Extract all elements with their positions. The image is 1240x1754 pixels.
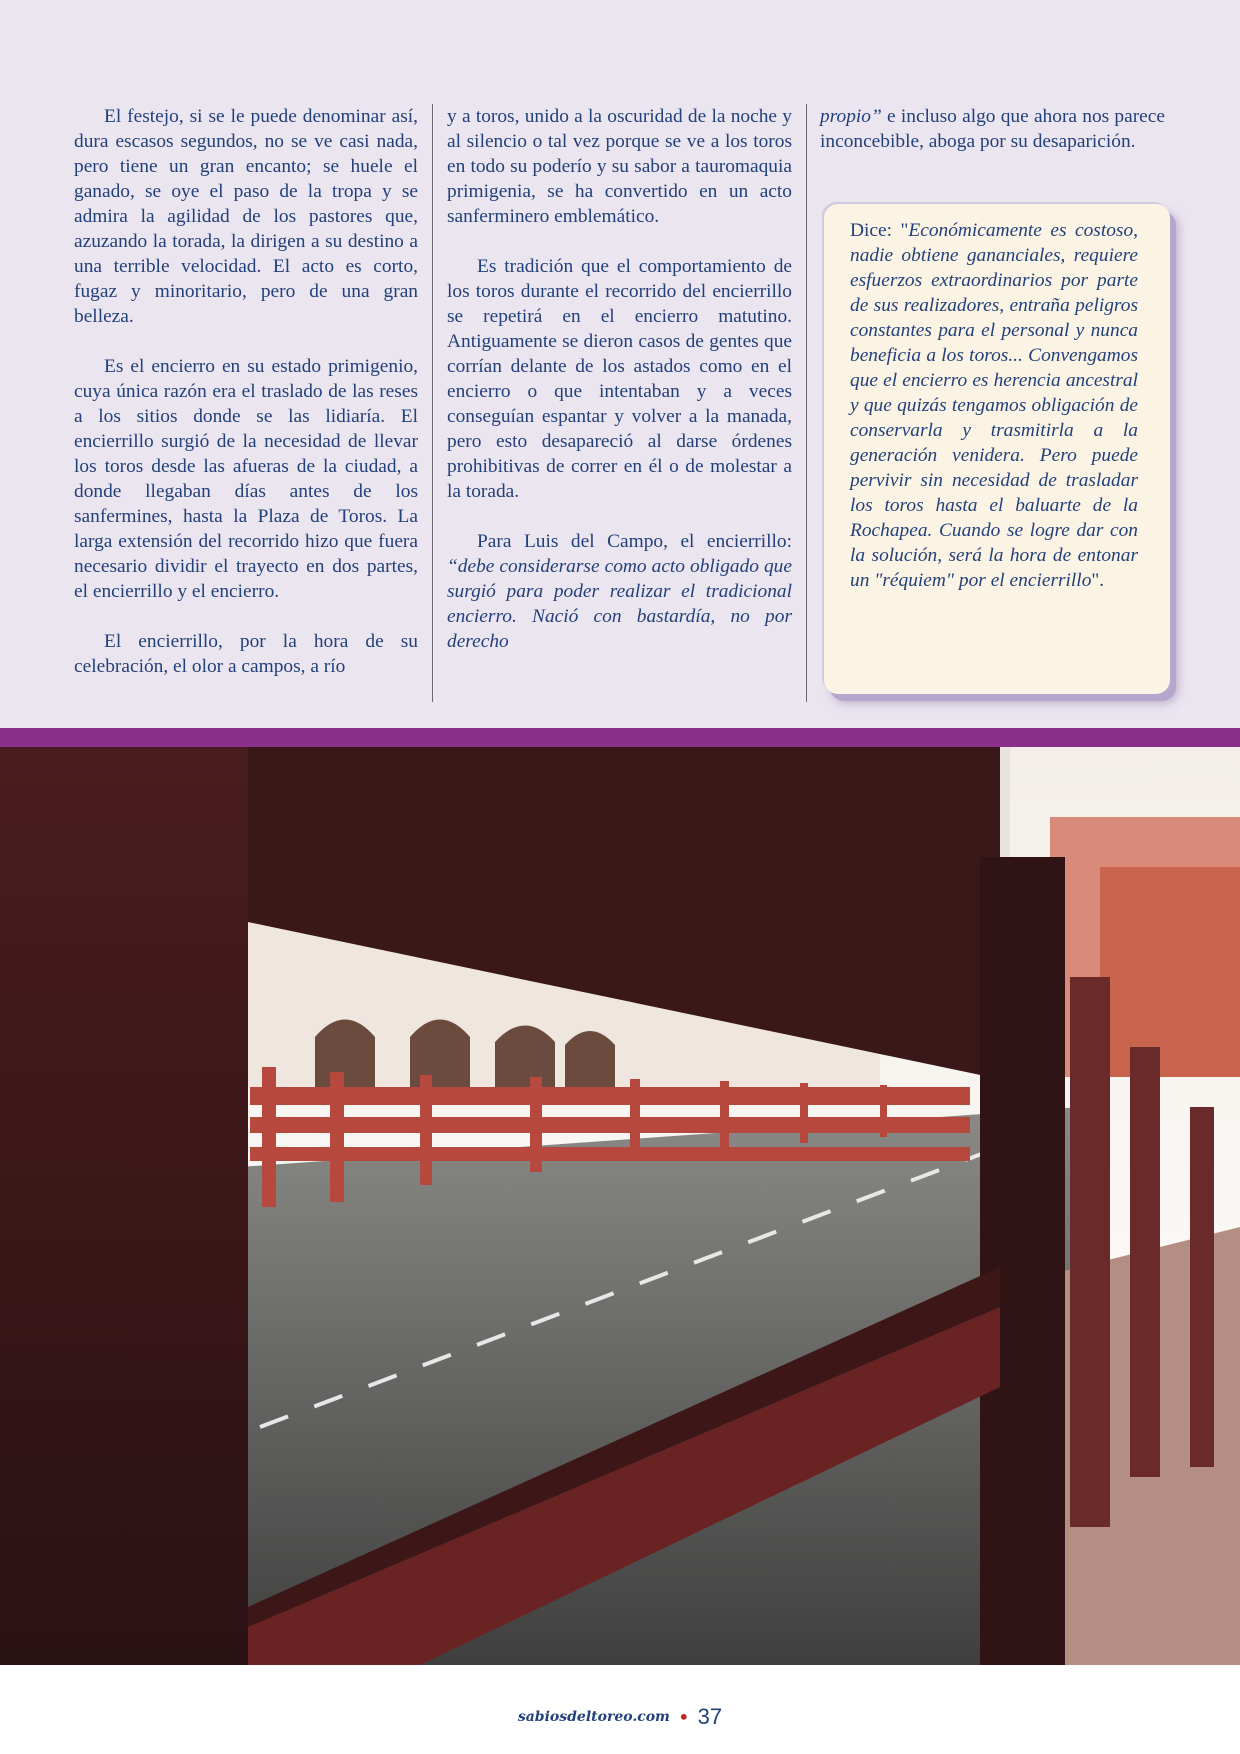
street-fence-photo xyxy=(0,747,1240,1665)
paragraph xyxy=(447,529,792,654)
quote-intro: Para Luis del Campo, el encierrillo: xyxy=(477,531,792,552)
paragraph xyxy=(820,104,1165,154)
page-number: 37 xyxy=(697,1704,723,1729)
paragraph: y a toros, unido a la oscuridad de la noche y al silencio o tal vez porque se ve a los toros en todo su poderío y su sabor a tauromaquia primigenia, se ha convertido en un acto sanferminero emblemático. xyxy=(447,106,792,227)
page-footer xyxy=(0,1704,1240,1730)
paragraph: Es el encierro en su estado primigenio, cuya única razón era el traslado de las reses a los sitios donde se las lidiaría. El encierrillo surgió de la necesidad de llevar los toros desde las afueras de la ciudad, a donde llegaban días antes de los sanfermines, hasta la Plaza de Toros. La larga extensión del recorrido hizo que fuera necesario dividir el trayecto en dos partes, el encierrillo y el encierro. xyxy=(74,356,418,602)
paragraph: El encierrillo, por la hora de su celebración, el olor a campos, a río xyxy=(74,631,418,677)
quote-body: Económicamente es costoso, nadie obtiene gananciales, requiere esfuerzos extraordinarios por parte de sus realizadores, entraña peligros constantes para el personal y nunca beneficia a los toros... Convengamos que el encierro es herencia ancestral y que quizás tengamos obligación de conservarla y trasmitirla a la generación venidera. Pero puede pervivir sin necesidad de trasladar los toros hasta el baluarte de la Rochapea. Cuando se logre dar con la solución, será la hora de entonar un "réquiem" por el encierrillo xyxy=(850,220,1138,591)
quote-lead: Dice: " xyxy=(850,220,909,241)
column-divider xyxy=(432,104,433,702)
quote-box-text xyxy=(850,218,1138,593)
footer-bullet: • xyxy=(677,1705,690,1729)
paragraph: El festejo, si se le puede denominar así, dura escasos segundos, no se ve casi nada, pero tiene un gran encanto; se huele el ganado, se oye el paso de la tropa y se admira la agilidad de los pastores que, azuzando la torada, la dirigen a su destino a una terrible velocidad. El acto es corto, fugaz y minoritario, pero de una gran belleza. xyxy=(74,106,418,327)
article-column-3 xyxy=(820,104,1165,179)
site-name: sabiosdeltoreo.com xyxy=(517,1709,670,1725)
paragraph-rest: e incluso algo que ahora nos parece inconcebible, aboga por su desaparición. xyxy=(820,106,1165,152)
paragraph: Es tradición que el comportamiento de los toros durante el recorrido del encierrillo se repetirá en el encierro matutino. Antiguamente se dieron casos de gentes que corrían delante de los astados como en el encierro o que intentaban y a veces conseguían espantar y volver a la manada, pero esto desapareció al darse órdenes prohibitivas de correr en él o de molestar a la torada. xyxy=(447,256,792,502)
article-column-2 xyxy=(447,104,792,679)
column-divider xyxy=(806,104,807,702)
quote-end: propio” xyxy=(820,106,882,127)
article-column-1 xyxy=(74,104,418,704)
purple-band xyxy=(0,728,1240,747)
quote-text: “debe considerarse como acto obligado que surgió para poder realizar el tradicional encierro. Nació con bastardía, no por derecho xyxy=(447,556,792,652)
quote-tail: ". xyxy=(1091,570,1105,591)
